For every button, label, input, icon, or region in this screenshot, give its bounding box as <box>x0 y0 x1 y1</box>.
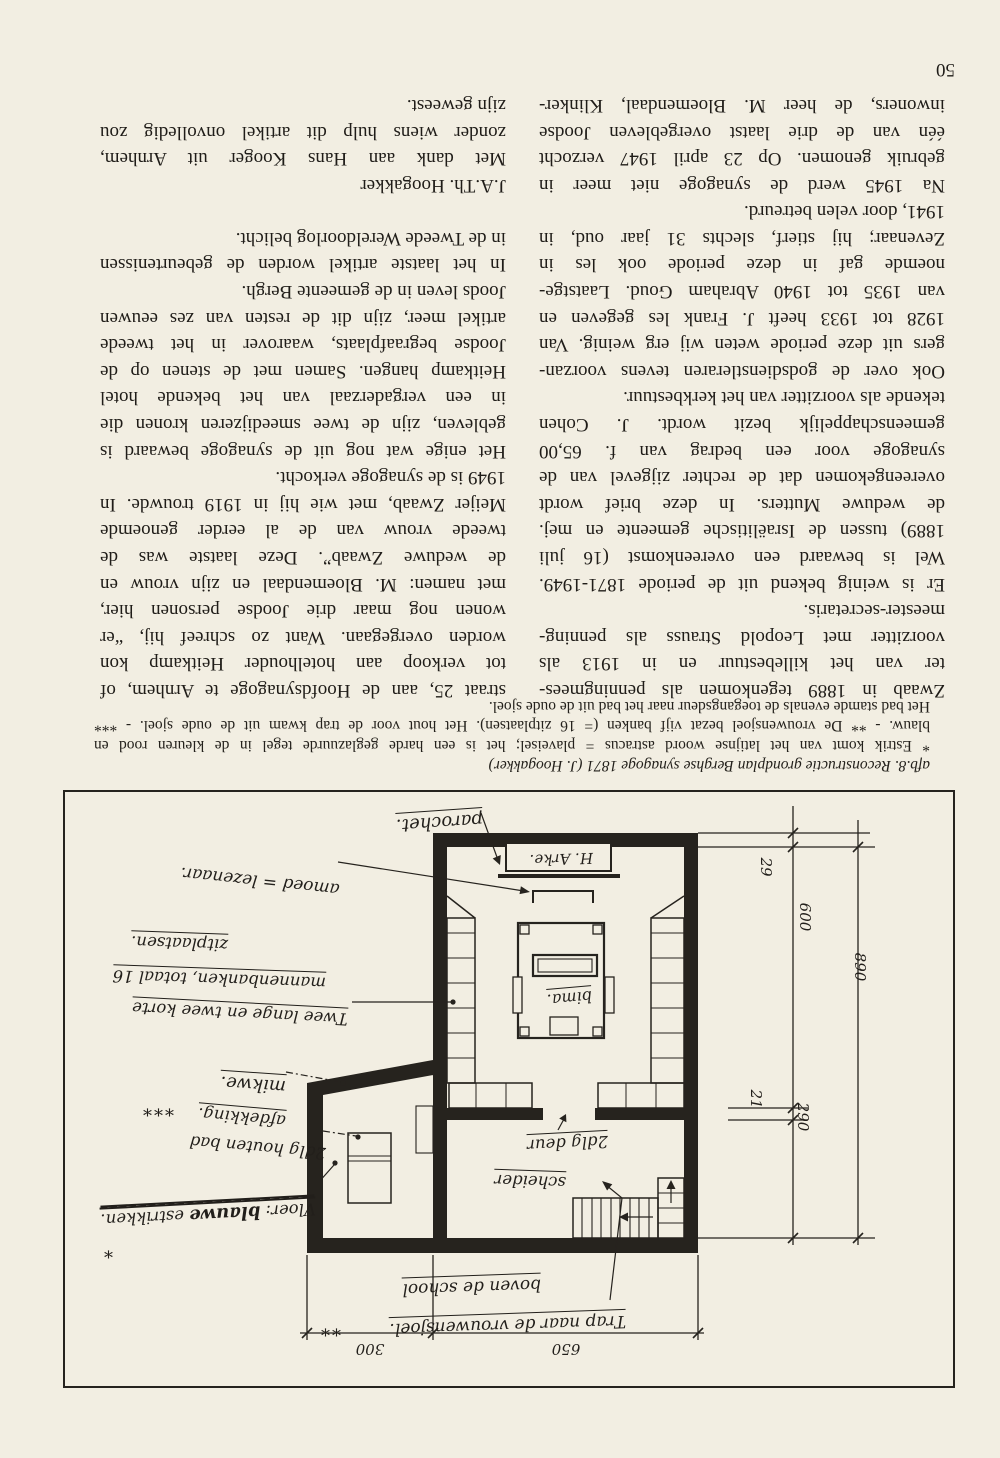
text-line: Wel is bewaard een overeenkomst (16 juli <box>539 547 945 569</box>
article-column-right <box>100 89 506 701</box>
caption-footnote-1: * Estrik komt van het latijnse woord astracus = plaveisel; het is een harde geglazuurde tegel in de kleuren rood en <box>94 737 930 755</box>
text-line: Er is weinig bekend uit de periode 1871-1949. <box>539 573 945 595</box>
label-floor <box>100 1199 316 1230</box>
label-scheider: scheider <box>494 1169 566 1192</box>
text-line: worden overgegaan. Want zo schreef hij, “er <box>100 626 506 648</box>
text-line: zonder wiens hulp dit artikel onvolledig zou <box>100 121 506 143</box>
text-line: Zwaab in 1889 tegenkomen als penningmees- <box>539 680 945 701</box>
text-line: Joodse begraafplaats, waarover in het tweede <box>100 334 506 356</box>
label-mikwe: mikwe. <box>219 1071 287 1098</box>
article-column-left <box>539 89 945 701</box>
dim-wall-top: 29 <box>757 857 775 877</box>
label-bath-line2: afdekking. <box>197 1102 286 1130</box>
dim-annex-width: 300 <box>355 1340 385 1358</box>
label-stairs-line1: Trap naar de vrouwensjoel. <box>389 1310 627 1340</box>
text-line: wonen nog maar drie Joodse personen hier, <box>100 600 506 622</box>
text-line: 1889) tussen de Israëlitische gemeente en mej. <box>539 520 945 542</box>
text-line: 1941, door velen betreurd. <box>743 201 945 223</box>
text-line: ter van het killebestuur en in 1913 als <box>539 653 945 675</box>
label-benches-line2: mannenbanken, totaal 16 <box>112 964 326 992</box>
floor-label-text: Vloer: blauwe estrikken. <box>100 1196 316 1229</box>
text-line: met namen: M. Bloemendaal en zijn vrouw en <box>100 573 506 595</box>
figure-caption <box>94 695 930 774</box>
text-line: 1928 tot 1933 heeft J. Frank les gegeven en <box>539 307 945 329</box>
text-line: één van de drie laatst overgebleven Joodse <box>539 121 945 143</box>
label-bath-line1: 2dlg houten bad <box>188 1132 327 1163</box>
mikwe-footnote-stars: *** <box>141 1098 174 1119</box>
text-line: J.A.Th. Hoogakker <box>360 174 506 196</box>
text-line: meester-secretaris. <box>803 600 945 622</box>
text-line: gemeenschappelijk bezit wordt. J. Cohen <box>539 414 945 436</box>
stairs-footnote-stars: ** <box>319 1318 341 1339</box>
text-line: gebruik genomen. Op 23 april 1947 verzocht <box>539 148 945 170</box>
text-line <box>100 196 506 223</box>
dim-main-depth: 600 <box>796 902 814 932</box>
text-line: Met dank aan Hans Kooger uit Arnhem, <box>100 148 506 170</box>
text-line: de weduwe Mutters. In deze brief wordt <box>539 493 945 515</box>
caption-footnote-3: Het bad stamde evenals de toegangsdeur naar het bad uit de oude sjoel. <box>488 697 930 715</box>
text-line: Heitkamp hangen. Samen met de stenen op de <box>100 360 506 382</box>
text-line: tweede vrouw van de al eerder genoemde <box>100 520 506 542</box>
text-line: gers uit deze periode weten wij erg weinig. Van <box>539 334 945 356</box>
label-stairs-line2: boven de school <box>402 1274 542 1300</box>
text-line: zijn geweest. <box>406 94 506 116</box>
text-line: in de Tweede Wereldoorlog belicht. <box>235 227 506 249</box>
text-line: Het enige wat nog uit de synagoge bewaard is <box>100 440 506 462</box>
text-line: Meijer Zwaab, met wie hij in 1919 trouwde. In <box>100 493 506 515</box>
floor-footnote-star: * <box>102 1240 113 1261</box>
label-door: 2dlg deur <box>527 1130 609 1154</box>
floorplan-figure <box>63 790 955 1388</box>
text-line: voorzitter met Leopold Strauss als penning- <box>539 626 945 648</box>
text-line: tot verkoop aan hotelhouder Heitkamp kon <box>100 653 506 675</box>
label-parochet: parochet. <box>395 808 484 837</box>
label-bima: bima. <box>546 987 593 1010</box>
caption-footnote-2: blauw. - ** De vrouwensjoel bezat vijf banken (= 16 zitplaatsen). Het hout voor de trap kwam uit de oude sjoel. - *** <box>94 717 930 735</box>
text-line: Ook over de godsdienstleraren tevens voorzan- <box>539 360 945 382</box>
text-line: synagoge voor een bedrag van f. 65,00 <box>539 440 945 462</box>
text-line: tekende als voorzitter van het kerkbestuur. <box>623 387 945 409</box>
dim-overall-depth: 890 <box>851 952 869 982</box>
dim-main-width: 650 <box>551 1340 581 1358</box>
text-line: Na 1945 werd de synagoge niet meer in <box>539 174 945 196</box>
label-amoed: amoed = lezenaar. <box>179 862 341 900</box>
text-line: Joods leven in de gemeente Bergh. <box>241 281 506 303</box>
text-line: artikel meer, zijn dit de resten van zes eeuwen <box>100 307 506 329</box>
text-line: de weduwe Zwaab”. Deze laatste was de <box>100 547 506 569</box>
caption-title: afb.8. Reconstructie grondplan Berghse synagoge 1871 (J. Hoogakker) <box>488 757 930 774</box>
plan-labels <box>61 788 986 1388</box>
text-line: van 1935 tot 1940 Abraham Goud. Laatstge- <box>539 281 945 303</box>
dim-wall-mid: 21 <box>747 1089 765 1109</box>
label-benches-line1: Twee lange en twee korte <box>132 996 349 1027</box>
text-line: In het laatste artikel worden de gebeurtenissen <box>100 254 506 276</box>
text-line: Zevenaar; hij stierf, slechts 31 jaar oud, in <box>539 227 945 249</box>
text-line: in een vergaderzaal van het bekende hotel <box>100 387 506 409</box>
page-number: 50 <box>936 59 955 80</box>
label-benches-line3: zitplaatsen. <box>131 930 229 954</box>
dim-hall-depth: 290 <box>794 1102 812 1132</box>
text-line: 1949 is de synagoge verkocht. <box>275 467 506 489</box>
text-line: overeengekomen dat de rechter zijgevel van de <box>539 467 945 489</box>
label-ark: H. Arke. <box>529 848 594 870</box>
text-line: gebleven, zijn de twee smeedijzeren kronen die <box>100 414 506 436</box>
text-line: straat 25, aan de Hoofdsynagoge te Arnhem, of <box>100 680 506 701</box>
text-line: inwoners, de heer M. Bloemendaal, Klinker- <box>539 94 945 116</box>
text-line: noemde gaf in deze periode ook les in <box>539 254 945 276</box>
